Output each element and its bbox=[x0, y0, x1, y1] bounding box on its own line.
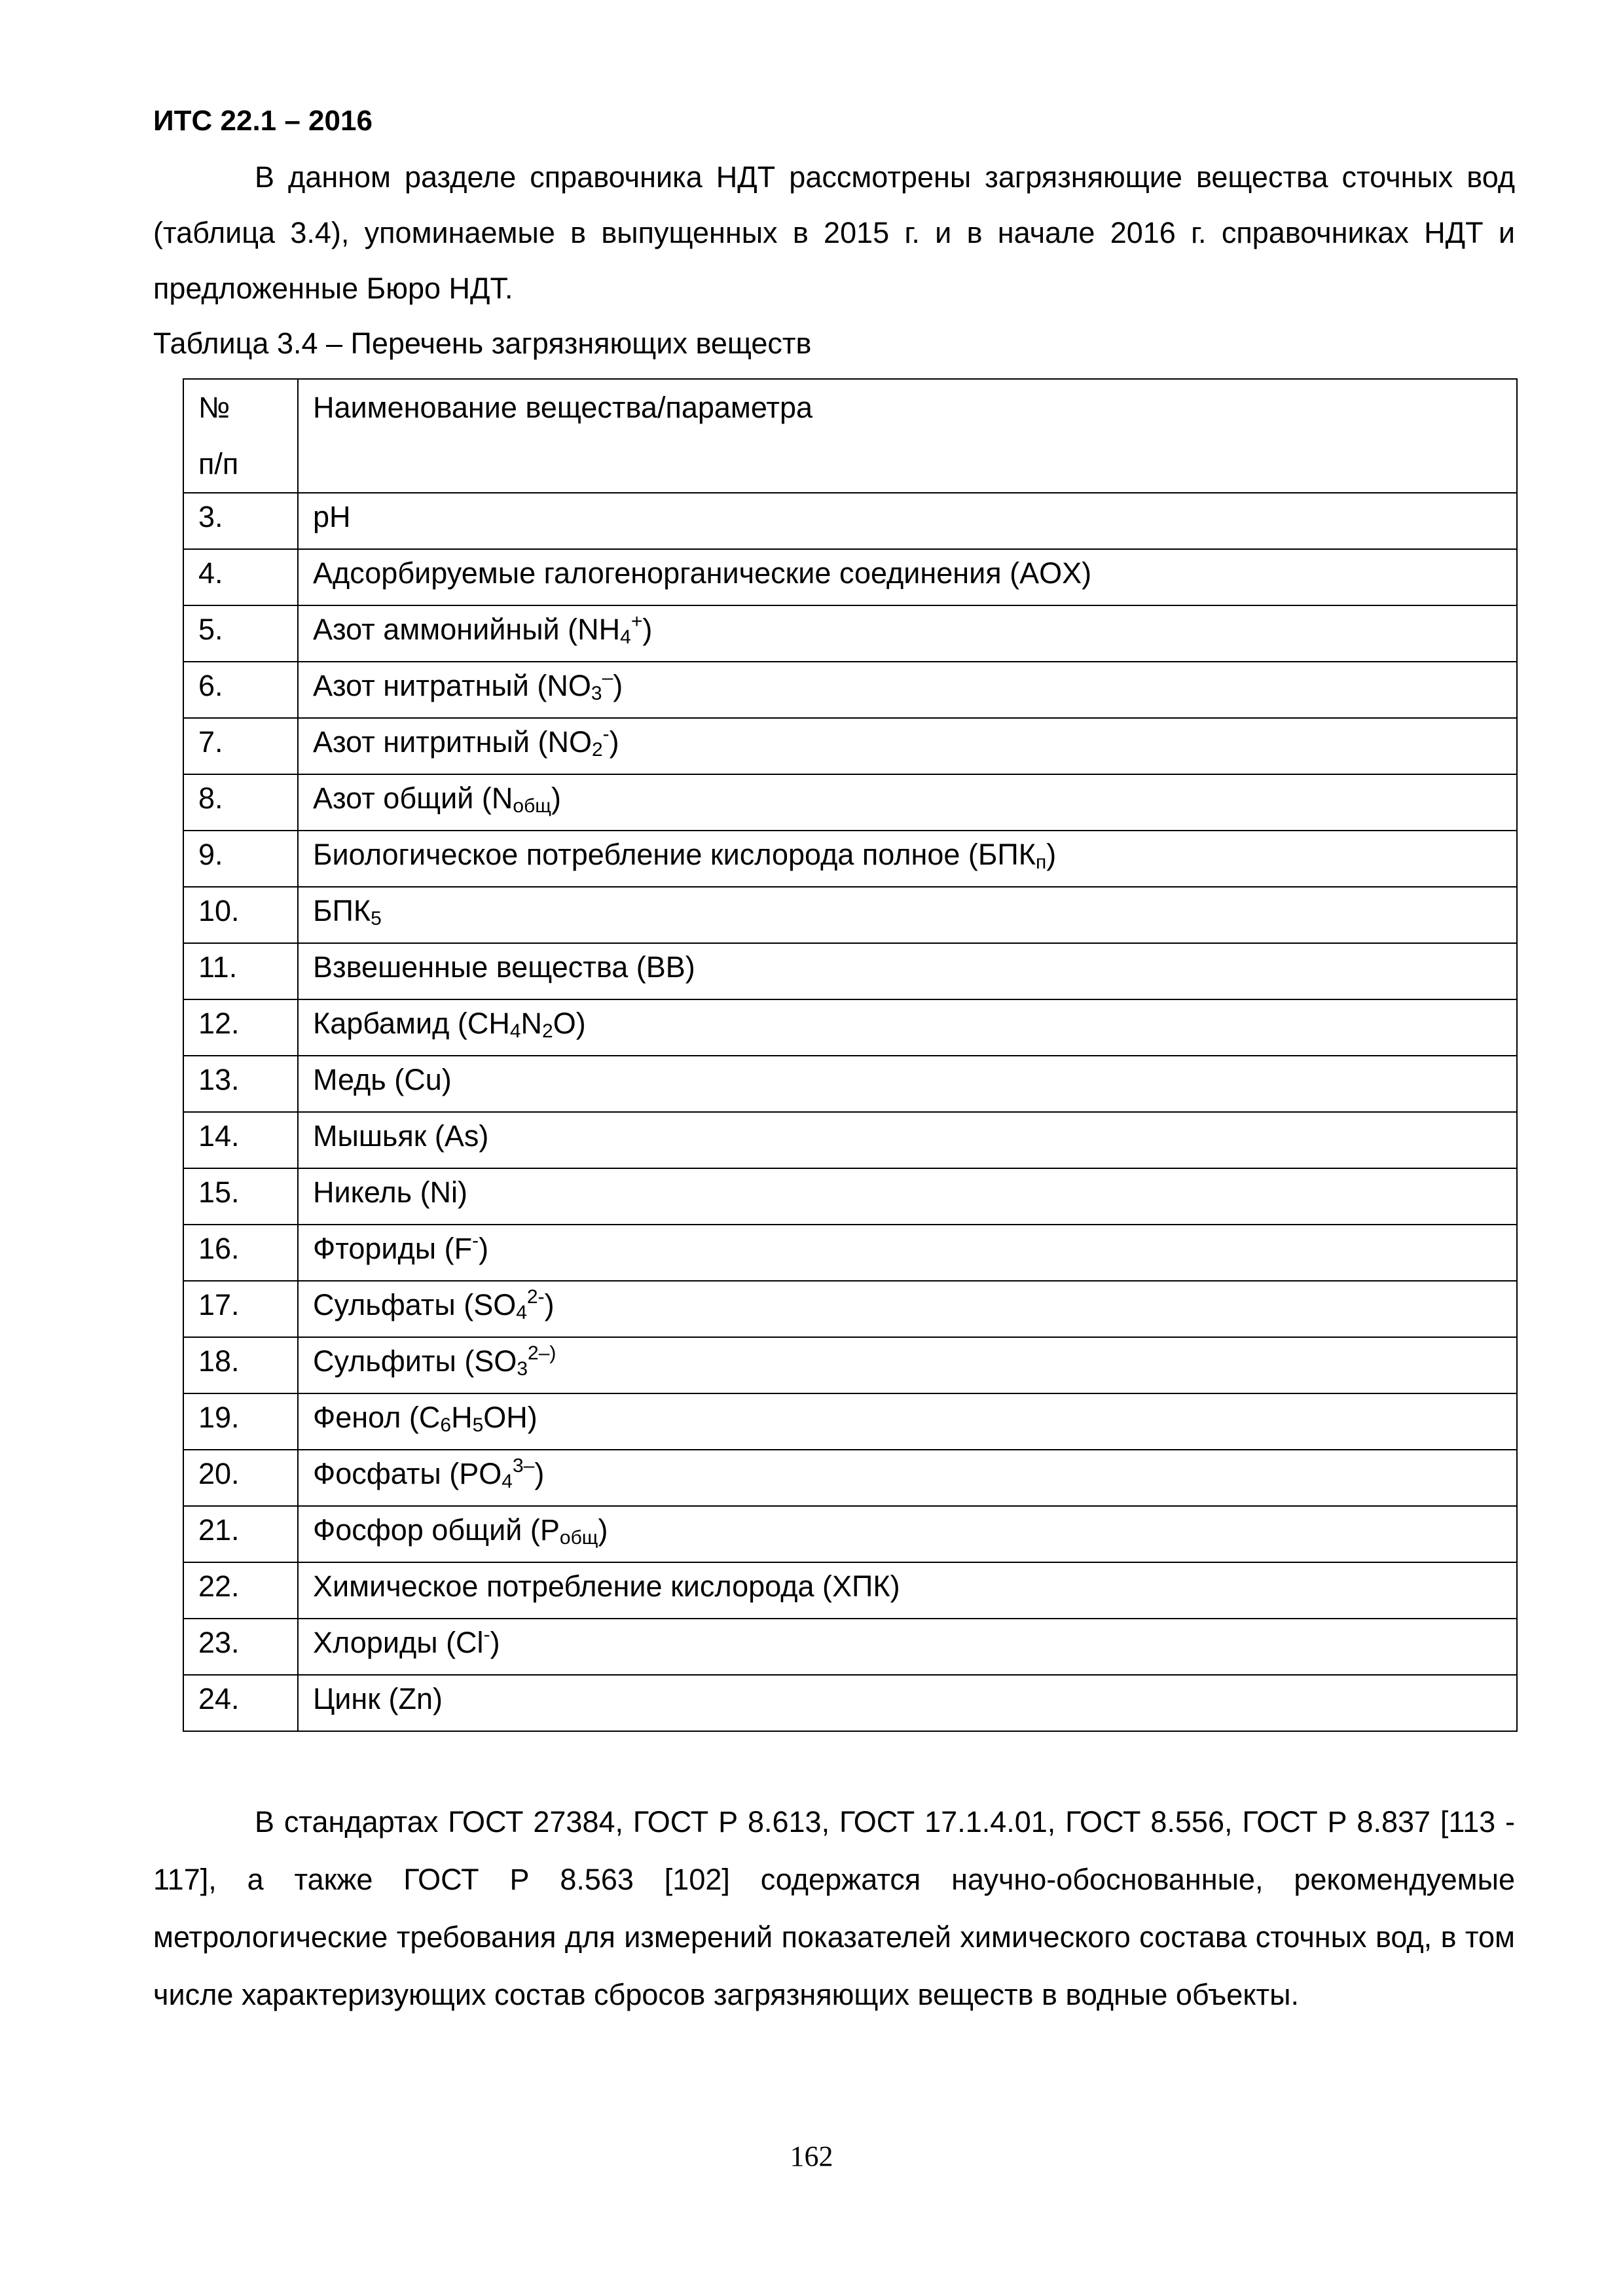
substance-name: Сульфиты (SO bbox=[313, 1344, 517, 1378]
formula-subscript: общ bbox=[513, 795, 551, 817]
substance-name: Фосфаты (PO bbox=[313, 1457, 502, 1490]
formula-superscript: – bbox=[602, 667, 613, 689]
formula-subscript: 5 bbox=[472, 1414, 484, 1436]
table-row bbox=[183, 549, 1517, 605]
substance-name: Цинк (Zn) bbox=[313, 1682, 443, 1715]
substance-name: Азот общий (N bbox=[313, 781, 513, 815]
row-substance bbox=[298, 493, 1517, 549]
row-number: 22. bbox=[183, 1562, 298, 1619]
row-substance bbox=[298, 1281, 1517, 1337]
formula-subscript: 2 bbox=[542, 1020, 553, 1042]
row-substance bbox=[298, 1056, 1517, 1112]
page-number: 162 bbox=[790, 2140, 833, 2172]
formula-superscript: 3– bbox=[512, 1455, 535, 1477]
row-number: 20. bbox=[183, 1450, 298, 1506]
table-row bbox=[183, 1168, 1517, 1225]
substance-name: Сульфаты (SO bbox=[313, 1288, 517, 1321]
substance-name: Взвешенные вещества (ВВ) bbox=[313, 950, 695, 984]
row-substance bbox=[298, 1562, 1517, 1619]
row-substance bbox=[298, 1450, 1517, 1506]
table-row bbox=[183, 1562, 1517, 1619]
row-number: 5. bbox=[183, 605, 298, 662]
formula-subscript: п bbox=[1036, 852, 1047, 873]
formula-subscript: 3 bbox=[517, 1358, 528, 1380]
substance-name: Никель (Ni) bbox=[313, 1175, 468, 1209]
table-row bbox=[183, 999, 1517, 1056]
row-number: 7. bbox=[183, 718, 298, 774]
substance-name: Карбамид (CH bbox=[313, 1007, 510, 1040]
row-substance bbox=[298, 1619, 1517, 1675]
row-substance bbox=[298, 943, 1517, 999]
table-row bbox=[183, 1619, 1517, 1675]
row-substance bbox=[298, 605, 1517, 662]
table-row bbox=[183, 1225, 1517, 1281]
row-number: 8. bbox=[183, 774, 298, 831]
substance-name: Адсорбируемые галогенорганические соединения (AOX) bbox=[313, 556, 1092, 590]
table-row bbox=[183, 1450, 1517, 1506]
row-substance bbox=[298, 774, 1517, 831]
formula-superscript: 2- bbox=[526, 1286, 545, 1308]
substance-name: Биологическое потребление кислорода полное (БПК bbox=[313, 838, 1036, 871]
formula-subscript: 2 bbox=[591, 739, 603, 761]
substance-name: Химическое потребление кислорода (ХПК) bbox=[313, 1570, 900, 1603]
header-number-symbol: № bbox=[198, 391, 230, 424]
formula-superscript: - bbox=[602, 723, 610, 745]
row-substance bbox=[298, 999, 1517, 1056]
row-number: 12. bbox=[183, 999, 298, 1056]
substance-name: Азот аммонийный (NH bbox=[313, 613, 621, 646]
document-code-header: ИТС 22.1 – 2016 bbox=[153, 105, 373, 137]
formula-subscript: 4 bbox=[516, 1302, 527, 1323]
row-substance bbox=[298, 1168, 1517, 1225]
substance-name: Мышьяк (As) bbox=[313, 1119, 489, 1153]
row-substance bbox=[298, 549, 1517, 605]
formula-superscript: + bbox=[630, 611, 643, 632]
formula-subscript: общ bbox=[559, 1527, 598, 1549]
formula-subscript: 3 bbox=[591, 683, 602, 704]
row-number: 17. bbox=[183, 1281, 298, 1337]
row-number: 4. bbox=[183, 549, 298, 605]
substance-name: Азот нитритный (NO bbox=[313, 725, 592, 759]
substance-name: Фториды (F bbox=[313, 1232, 473, 1265]
formula-subscript: 5 bbox=[371, 908, 382, 929]
row-number: 11. bbox=[183, 943, 298, 999]
substance-name-tail: ) bbox=[544, 1288, 555, 1321]
substance-name-tail: ) bbox=[479, 1232, 489, 1265]
substance-name-tail: ) bbox=[490, 1626, 500, 1659]
row-substance bbox=[298, 662, 1517, 718]
outro-paragraph: В стандартах ГОСТ 27384, ГОСТ Р 8.613, ГОСТ 17.1.4.01, ГОСТ 8.556, ГОСТ Р 8.837 [113 - 117], а также ГОСТ Р 8.563 [102] содержатся научно-обоснованные, рекомендуемые метрологические требования для измерений показателей химического состава сточных вод, в том числе характеризующих состав сбросов загрязняющих веществ в водные объекты. bbox=[153, 1805, 1515, 2011]
row-substance bbox=[298, 1506, 1517, 1562]
table-row bbox=[183, 605, 1517, 662]
substance-name: Хлориды (Cl bbox=[313, 1626, 484, 1659]
formula-superscript: - bbox=[483, 1624, 490, 1645]
formula-superscript: 2–) bbox=[528, 1342, 556, 1364]
formula-element: N bbox=[520, 1007, 543, 1040]
table-row bbox=[183, 1112, 1517, 1168]
substance-name-tail: ) bbox=[613, 669, 623, 702]
table-header-row bbox=[183, 379, 1517, 493]
substance-name-tail: ) bbox=[1046, 838, 1057, 871]
substance-name: БПК bbox=[313, 894, 371, 927]
row-number: 24. bbox=[183, 1675, 298, 1731]
row-number: 18. bbox=[183, 1337, 298, 1393]
substance-name-tail: ) bbox=[551, 781, 561, 815]
row-number: 16. bbox=[183, 1225, 298, 1281]
row-substance bbox=[298, 718, 1517, 774]
substance-name-tail: ) bbox=[642, 613, 653, 646]
substance-name-tail: O) bbox=[553, 1007, 586, 1040]
intro-paragraph: В данном разделе справочника НДТ рассмотрены загрязняющие вещества сточных вод (таблица 3.4), упоминаемые в выпущенных в 2015 г. и в начале 2016 г. справочниках НДТ и предложенные Бюро НДТ. bbox=[153, 160, 1515, 305]
pollutants-table bbox=[183, 378, 1518, 1732]
formula-superscript: - bbox=[472, 1230, 479, 1251]
table-row bbox=[183, 662, 1517, 718]
row-substance bbox=[298, 1393, 1517, 1450]
substance-name-tail: OH) bbox=[483, 1401, 538, 1434]
table-row bbox=[183, 1506, 1517, 1562]
row-number: 23. bbox=[183, 1619, 298, 1675]
row-number: 3. bbox=[183, 493, 298, 549]
formula-subscript: 6 bbox=[440, 1414, 452, 1436]
substance-name: Азот нитратный (NO bbox=[313, 669, 591, 702]
table-row bbox=[183, 943, 1517, 999]
substance-name: Фенол (C bbox=[313, 1401, 441, 1434]
substance-name: Медь (Cu) bbox=[313, 1063, 452, 1096]
formula-element: H bbox=[451, 1401, 473, 1434]
table-row bbox=[183, 887, 1517, 943]
row-number: 19. bbox=[183, 1393, 298, 1450]
substance-name-tail: ) bbox=[598, 1513, 608, 1547]
table-row bbox=[183, 493, 1517, 549]
substance-name: Фосфор общий (P bbox=[313, 1513, 560, 1547]
row-number: 10. bbox=[183, 887, 298, 943]
header-number-abbrev: п/п bbox=[198, 447, 239, 480]
table-row bbox=[183, 774, 1517, 831]
row-number: 9. bbox=[183, 831, 298, 887]
row-number: 15. bbox=[183, 1168, 298, 1225]
row-substance bbox=[298, 1337, 1517, 1393]
substance-name-tail: ) bbox=[534, 1457, 545, 1490]
row-number: 14. bbox=[183, 1112, 298, 1168]
table-row bbox=[183, 718, 1517, 774]
formula-subscript: 4 bbox=[620, 626, 631, 648]
header-number-cell bbox=[183, 379, 298, 493]
formula-subscript: 4 bbox=[501, 1471, 513, 1492]
substance-name-tail: ) bbox=[609, 725, 619, 759]
table-row bbox=[183, 1056, 1517, 1112]
table-row bbox=[183, 1393, 1517, 1450]
row-number: 6. bbox=[183, 662, 298, 718]
row-substance bbox=[298, 1112, 1517, 1168]
substance-name: pH bbox=[313, 500, 351, 533]
row-number: 21. bbox=[183, 1506, 298, 1562]
row-substance bbox=[298, 887, 1517, 943]
table-row bbox=[183, 831, 1517, 887]
row-substance bbox=[298, 1675, 1517, 1731]
table-row bbox=[183, 1337, 1517, 1393]
row-substance bbox=[298, 1225, 1517, 1281]
table-caption: Таблица 3.4 – Перечень загрязняющих веществ bbox=[153, 327, 812, 360]
header-name-cell: Наименование вещества/параметра bbox=[298, 379, 1517, 493]
table-row bbox=[183, 1675, 1517, 1731]
row-number: 13. bbox=[183, 1056, 298, 1112]
row-substance bbox=[298, 831, 1517, 887]
table-row bbox=[183, 1281, 1517, 1337]
formula-subscript: 4 bbox=[509, 1020, 521, 1042]
